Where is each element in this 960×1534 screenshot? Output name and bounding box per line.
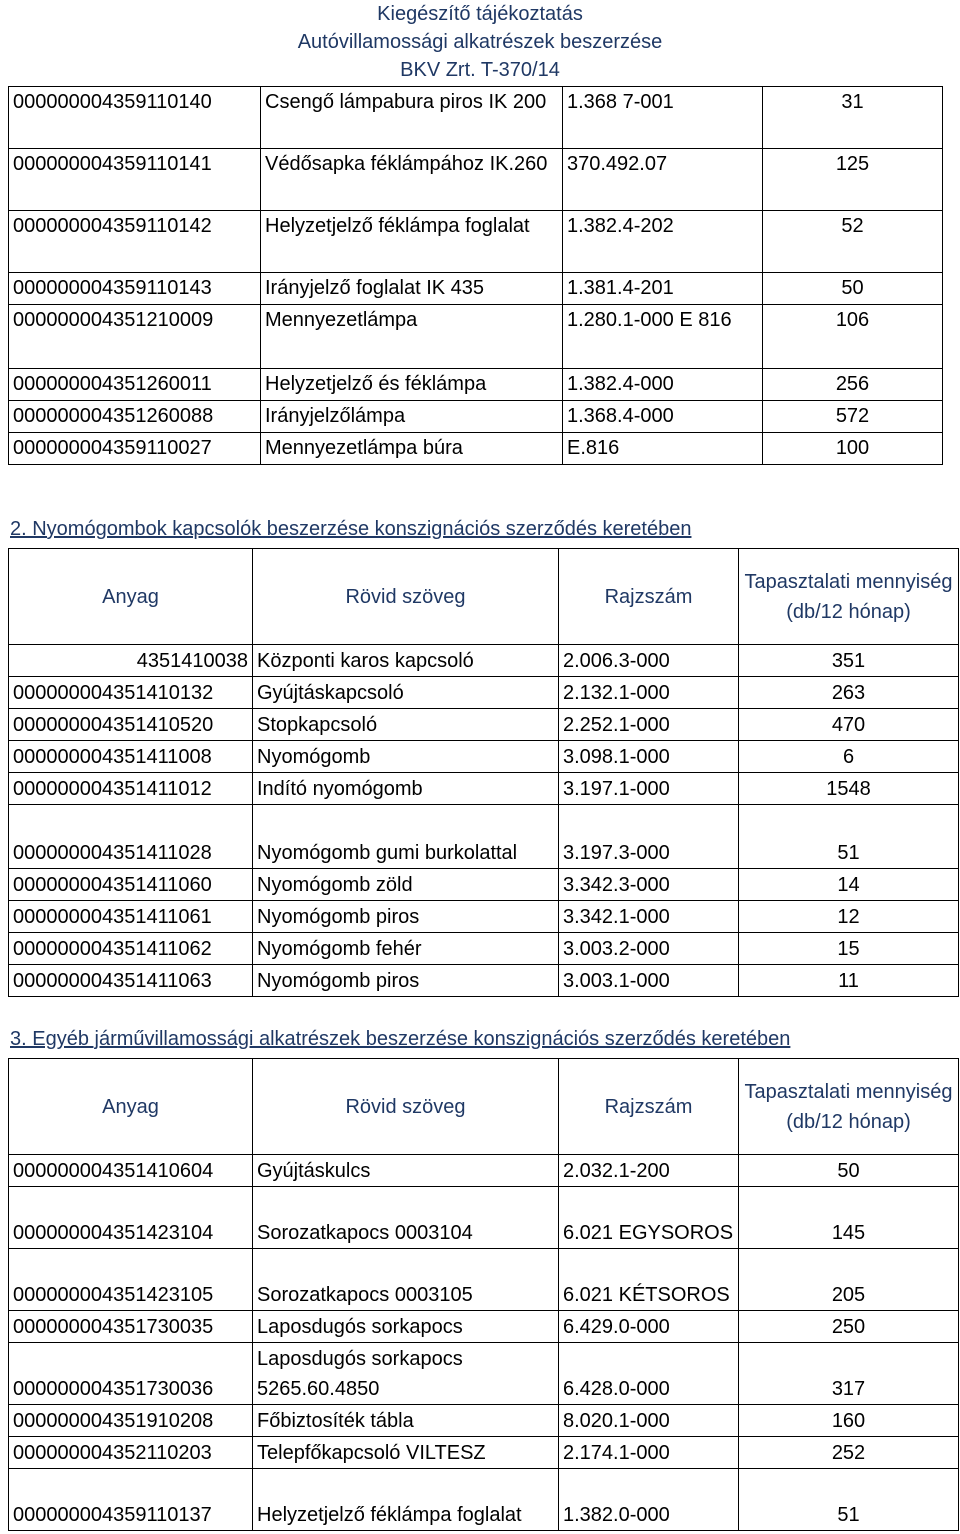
cell-rajzszam: 3.197.3-000 — [559, 805, 739, 869]
cell-rovid-szoveg: Nyomógomb zöld — [253, 869, 559, 901]
header-rovid-szoveg: Rövid szöveg — [253, 1059, 559, 1155]
cell-rovid-szoveg: Mennyezetlámpa — [261, 305, 563, 369]
cell-rajzszam: 3.003.2-000 — [559, 933, 739, 965]
cell-rajzszam: 2.006.3-000 — [559, 645, 739, 677]
parts-table-2-body — [9, 645, 959, 997]
table-row — [9, 149, 943, 211]
cell-mennyiseg: 250 — [739, 1311, 959, 1343]
table-row — [9, 901, 959, 933]
cell-mennyiseg: 11 — [739, 965, 959, 997]
cell-anyag: 000000004351411062 — [9, 933, 253, 965]
cell-anyag: 000000004351411063 — [9, 965, 253, 997]
cell-rovid-szoveg: Laposdugós sorkapocs — [253, 1311, 559, 1343]
table-row — [9, 369, 943, 401]
cell-rovid-szoveg: Indító nyomógomb — [253, 773, 559, 805]
cell-anyag: 000000004351411060 — [9, 869, 253, 901]
cell-rajzszam: 3.197.1-000 — [559, 773, 739, 805]
cell-mennyiseg: 100 — [763, 433, 943, 465]
cell-rovid-szoveg: Sorozatkapocs 0003104 — [253, 1187, 559, 1249]
cell-rovid-szoveg: Gyújtáskulcs — [253, 1155, 559, 1187]
table-row — [9, 773, 959, 805]
cell-anyag: 000000004359110142 — [9, 211, 261, 273]
cell-anyag: 000000004351411008 — [9, 741, 253, 773]
cell-anyag: 000000004351210009 — [9, 305, 261, 369]
cell-anyag: 000000004351260011 — [9, 369, 261, 401]
cell-anyag: 000000004351260088 — [9, 401, 261, 433]
table-row — [9, 401, 943, 433]
cell-rajzszam: 1.368.4-000 — [563, 401, 763, 433]
cell-rovid-szoveg: Nyomógomb piros — [253, 901, 559, 933]
cell-mennyiseg: 317 — [739, 1343, 959, 1405]
header-rajzszam: Rajzszám — [559, 549, 739, 645]
cell-rajzszam: 3.098.1-000 — [559, 741, 739, 773]
cell-rovid-szoveg: Helyzetjelző és féklámpa — [261, 369, 563, 401]
cell-mennyiseg: 205 — [739, 1249, 959, 1311]
cell-rajzszam: 6.428.0-000 — [559, 1343, 739, 1405]
table-row — [9, 965, 959, 997]
cell-mennyiseg: 51 — [739, 805, 959, 869]
cell-rovid-szoveg: Nyomógomb fehér — [253, 933, 559, 965]
cell-mennyiseg: 14 — [739, 869, 959, 901]
cell-rovid-szoveg: Központi karos kapcsoló — [253, 645, 559, 677]
cell-rajzszam: 6.429.0-000 — [559, 1311, 739, 1343]
cell-anyag: 000000004351411012 — [9, 773, 253, 805]
header-mennyiseg: Tapasztalati mennyiség (db/12 hónap) — [739, 1059, 959, 1155]
cell-mennyiseg: 6 — [739, 741, 959, 773]
parts-table-1 — [8, 86, 943, 465]
header-anyag: Anyag — [9, 549, 253, 645]
cell-mennyiseg: 50 — [739, 1155, 959, 1187]
cell-mennyiseg: 263 — [739, 677, 959, 709]
cell-anyag: 000000004351730036 — [9, 1343, 253, 1405]
cell-anyag: 000000004351410132 — [9, 677, 253, 709]
cell-mennyiseg: 31 — [763, 87, 943, 149]
table-row — [9, 433, 943, 465]
cell-rajzszam: 1.368 7-001 — [563, 87, 763, 149]
table-row — [9, 1469, 959, 1531]
cell-rovid-szoveg: Laposdugós sorkapocs 5265.60.4850 — [253, 1343, 559, 1405]
cell-rajzszam: 1.382.0-000 — [559, 1469, 739, 1531]
table-row — [9, 273, 943, 305]
cell-rajzszam: E.816 — [563, 433, 763, 465]
cell-rovid-szoveg: Stopkapcsoló — [253, 709, 559, 741]
header-rajzszam: Rajzszám — [559, 1059, 739, 1155]
table-row — [9, 1187, 959, 1249]
header-mennyiseg: Tapasztalati mennyiség (db/12 hónap) — [739, 549, 959, 645]
table-row — [9, 1405, 959, 1437]
cell-mennyiseg: 15 — [739, 933, 959, 965]
cell-rajzszam: 1.382.4-000 — [563, 369, 763, 401]
table-row — [9, 1343, 959, 1405]
cell-rajzszam: 2.252.1-000 — [559, 709, 739, 741]
cell-rajzszam: 6.021 KÉTSOROS — [559, 1249, 739, 1311]
cell-rajzszam: 8.020.1-000 — [559, 1405, 739, 1437]
cell-anyag: 000000004359110141 — [9, 149, 261, 211]
table-row — [9, 305, 943, 369]
header-title: Kiegészítő tájékoztatás — [377, 3, 583, 25]
cell-mennyiseg: 470 — [739, 709, 959, 741]
table-row — [9, 741, 959, 773]
cell-rovid-szoveg: Védősapka féklámpához IK.260 — [261, 149, 563, 211]
cell-mennyiseg: 125 — [763, 149, 943, 211]
cell-rajzszam: 3.342.3-000 — [559, 869, 739, 901]
cell-mennyiseg: 351 — [739, 645, 959, 677]
table-row — [9, 1249, 959, 1311]
cell-rovid-szoveg: Mennyezetlámpa búra — [261, 433, 563, 465]
cell-mennyiseg: 1548 — [739, 773, 959, 805]
cell-rajzszam: 370.492.07 — [563, 149, 763, 211]
table-row — [9, 869, 959, 901]
table-row — [9, 1155, 959, 1187]
cell-rajzszam: 3.342.1-000 — [559, 901, 739, 933]
section-2-title: 2. Nyomógombok kapcsolók beszerzése konszignációs szerződés keretében — [10, 518, 692, 540]
table-row — [9, 1311, 959, 1343]
cell-mennyiseg: 252 — [739, 1437, 959, 1469]
cell-anyag: 000000004359110140 — [9, 87, 261, 149]
cell-anyag: 000000004359110137 — [9, 1469, 253, 1531]
header-reference: BKV Zrt. T-370/14 — [400, 59, 560, 81]
parts-table-2 — [8, 548, 959, 997]
cell-rovid-szoveg: Gyújtáskapcsoló — [253, 677, 559, 709]
table-header-row — [9, 1059, 959, 1155]
cell-mennyiseg: 50 — [763, 273, 943, 305]
header-anyag: Anyag — [9, 1059, 253, 1155]
parts-table-1-body — [9, 87, 943, 465]
cell-anyag: 000000004351423104 — [9, 1187, 253, 1249]
cell-anyag: 4351410038 — [9, 645, 253, 677]
table-row — [9, 1437, 959, 1469]
parts-table-3-body — [9, 1155, 959, 1531]
cell-rovid-szoveg: Telepfőkapcsoló VILTESZ — [253, 1437, 559, 1469]
parts-table-3 — [8, 1058, 959, 1531]
section-3-title: 3. Egyéb járművillamossági alkatrészek beszerzése konszignációs szerződés keretében — [10, 1028, 791, 1050]
table-row — [9, 677, 959, 709]
cell-anyag: 000000004351410604 — [9, 1155, 253, 1187]
cell-rovid-szoveg: Nyomógomb gumi burkolattal — [253, 805, 559, 869]
cell-rovid-szoveg: Sorozatkapocs 0003105 — [253, 1249, 559, 1311]
cell-rajzszam: 2.032.1-200 — [559, 1155, 739, 1187]
cell-anyag: 000000004351730035 — [9, 1311, 253, 1343]
table-row — [9, 709, 959, 741]
cell-anyag: 000000004359110027 — [9, 433, 261, 465]
cell-mennyiseg: 51 — [739, 1469, 959, 1531]
table-row — [9, 933, 959, 965]
cell-rovid-szoveg: Irányjelzőlámpa — [261, 401, 563, 433]
cell-anyag: 000000004351411061 — [9, 901, 253, 933]
cell-rovid-szoveg: Irányjelző foglalat IK 435 — [261, 273, 563, 305]
cell-rajzszam: 1.382.4-202 — [563, 211, 763, 273]
cell-rovid-szoveg: Helyzetjelző féklámpa foglalat — [261, 211, 563, 273]
cell-rovid-szoveg: Főbiztosíték tábla — [253, 1405, 559, 1437]
cell-anyag: 000000004351423105 — [9, 1249, 253, 1311]
cell-rovid-szoveg: Helyzetjelző féklámpa foglalat — [253, 1469, 559, 1531]
document-header — [200, 0, 760, 84]
cell-mennyiseg: 145 — [739, 1187, 959, 1249]
cell-mennyiseg: 106 — [763, 305, 943, 369]
table-row — [9, 805, 959, 869]
cell-rajzszam: 1.381.4-201 — [563, 273, 763, 305]
cell-mennyiseg: 12 — [739, 901, 959, 933]
header-rovid-szoveg: Rövid szöveg — [253, 549, 559, 645]
table-row — [9, 645, 959, 677]
cell-rajzszam: 1.280.1-000 E 816 — [563, 305, 763, 369]
cell-mennyiseg: 256 — [763, 369, 943, 401]
cell-rovid-szoveg: Csengő lámpabura piros IK 200 — [261, 87, 563, 149]
cell-mennyiseg: 160 — [739, 1405, 959, 1437]
header-subtitle: Autóvillamossági alkatrészek beszerzése — [297, 31, 663, 53]
cell-mennyiseg: 572 — [763, 401, 943, 433]
cell-anyag: 000000004351411028 — [9, 805, 253, 869]
table-header-row — [9, 549, 959, 645]
cell-mennyiseg: 52 — [763, 211, 943, 273]
cell-anyag: 000000004352110203 — [9, 1437, 253, 1469]
cell-rajzszam: 2.132.1-000 — [559, 677, 739, 709]
cell-anyag: 000000004351910208 — [9, 1405, 253, 1437]
cell-rajzszam: 3.003.1-000 — [559, 965, 739, 997]
cell-rovid-szoveg: Nyomógomb piros — [253, 965, 559, 997]
table-row — [9, 211, 943, 273]
cell-anyag: 000000004351410520 — [9, 709, 253, 741]
cell-anyag: 000000004359110143 — [9, 273, 261, 305]
cell-rajzszam: 2.174.1-000 — [559, 1437, 739, 1469]
cell-rovid-szoveg: Nyomógomb — [253, 741, 559, 773]
cell-rajzszam: 6.021 EGYSOROS — [559, 1187, 739, 1249]
table-row — [9, 87, 943, 149]
